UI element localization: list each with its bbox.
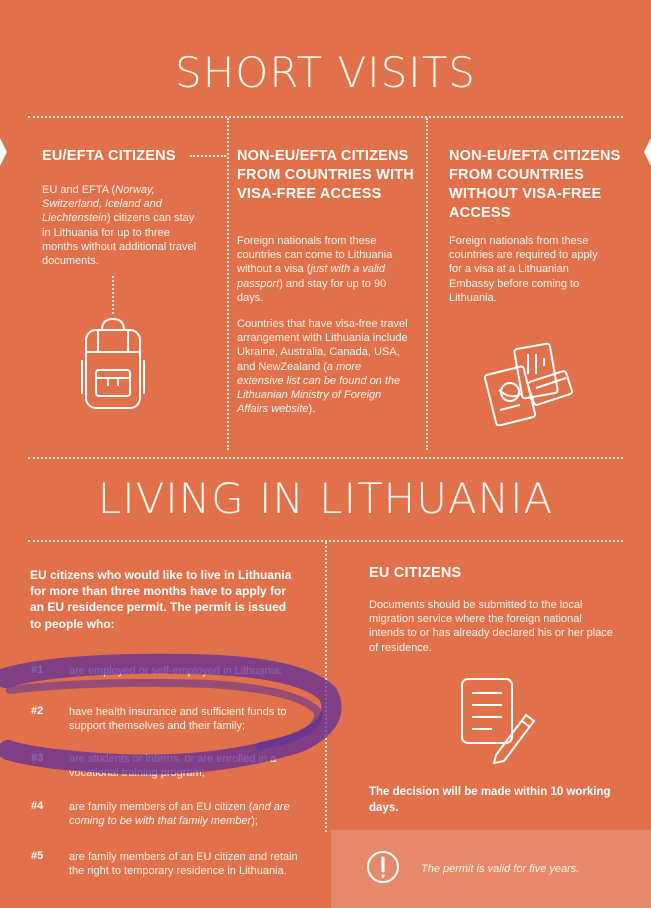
item-number: #4 xyxy=(31,800,44,812)
item-number: #1 xyxy=(31,664,44,676)
divider-col-2 xyxy=(426,118,428,450)
living-intro: EU citizens who would like to live in Lithuania for more than three months have to apply for an EU residence permit. The permit is issued to people who: xyxy=(30,568,292,631)
eu-citizens-heading: EU CITIZENS xyxy=(369,565,462,581)
heading-dash-1 xyxy=(190,155,226,157)
passport-visa-icon xyxy=(484,340,576,426)
divider-col-1 xyxy=(227,118,229,450)
list-item: are family members of an EU citizen (and are coming to be with that family member); xyxy=(69,801,290,827)
visa-free-heading: NON-EU/EFTA CITIZENS FROM COUNTRIES WITH VISA-FREE ACCESS xyxy=(237,148,414,202)
list-item: have health insurance and sufficient funds to support themselves and their family; xyxy=(69,706,287,732)
short-visits-title: SHORT VISITS xyxy=(175,48,476,97)
living-title: LIVING IN LITHUANIA xyxy=(97,474,554,523)
divider-top xyxy=(28,116,623,118)
divider-middle xyxy=(28,457,623,459)
eu-efta-citizens-text: EU and EFTA (Norway, Switzerland, Iceland and Liechtenstein) citizens can stay in Lithuania for up to three months without additional travel documents. xyxy=(42,184,197,268)
eu-citizens-text: Documents should be submitted to the local migration service where the foreign national intends to or has already declared his or her place of residence. xyxy=(369,599,613,654)
decision-text: The decision will be made within 10 working days. xyxy=(369,786,611,815)
backpack-connector xyxy=(112,276,114,314)
exclamation-circle-icon xyxy=(366,850,400,884)
item-number: #3 xyxy=(31,752,44,764)
list-item: are students or interns, or are enrolled in a vocational training program; xyxy=(69,753,277,779)
notepad-pen-icon xyxy=(456,675,536,765)
left-ribbon-notch xyxy=(0,138,7,166)
backpack-icon xyxy=(80,316,146,412)
item-number: #5 xyxy=(31,850,44,862)
visa-free-text: Foreign nationals from these countries can come to Lithuania without a visa (just with a valid passport) and stay for up to 90 days. Countries that have visa-free travel arrangement with Lithuania include Ukraine, Australia, Canada, USA, and NewZealand (a more extensive list can be found on the Lithuanian Ministry of Foreign Affairs website). xyxy=(237,235,408,416)
item-number: #2 xyxy=(31,705,44,717)
eu-efta-citizens-heading: EU/EFTA CITIZENS xyxy=(42,148,176,164)
right-ribbon-notch xyxy=(644,138,651,166)
note-text: The permit is valid for five years. xyxy=(421,863,580,875)
list-item: are employed or self-employed in Lithuania; xyxy=(69,665,283,677)
divider-living-col xyxy=(325,542,327,832)
no-visa-free-heading: NON-EU/EFTA CITIZENS FROM COUNTRIES WITHOUT VISA-FREE ACCESS xyxy=(449,148,621,221)
list-item: are family members of an EU citizen and retain the right to temporary residence in Lithuania. xyxy=(69,851,298,877)
no-visa-free-text: Foreign nationals from these countries are required to apply for a visa at a Lithuanian Embassy before coming to Lithuania. xyxy=(449,235,598,304)
